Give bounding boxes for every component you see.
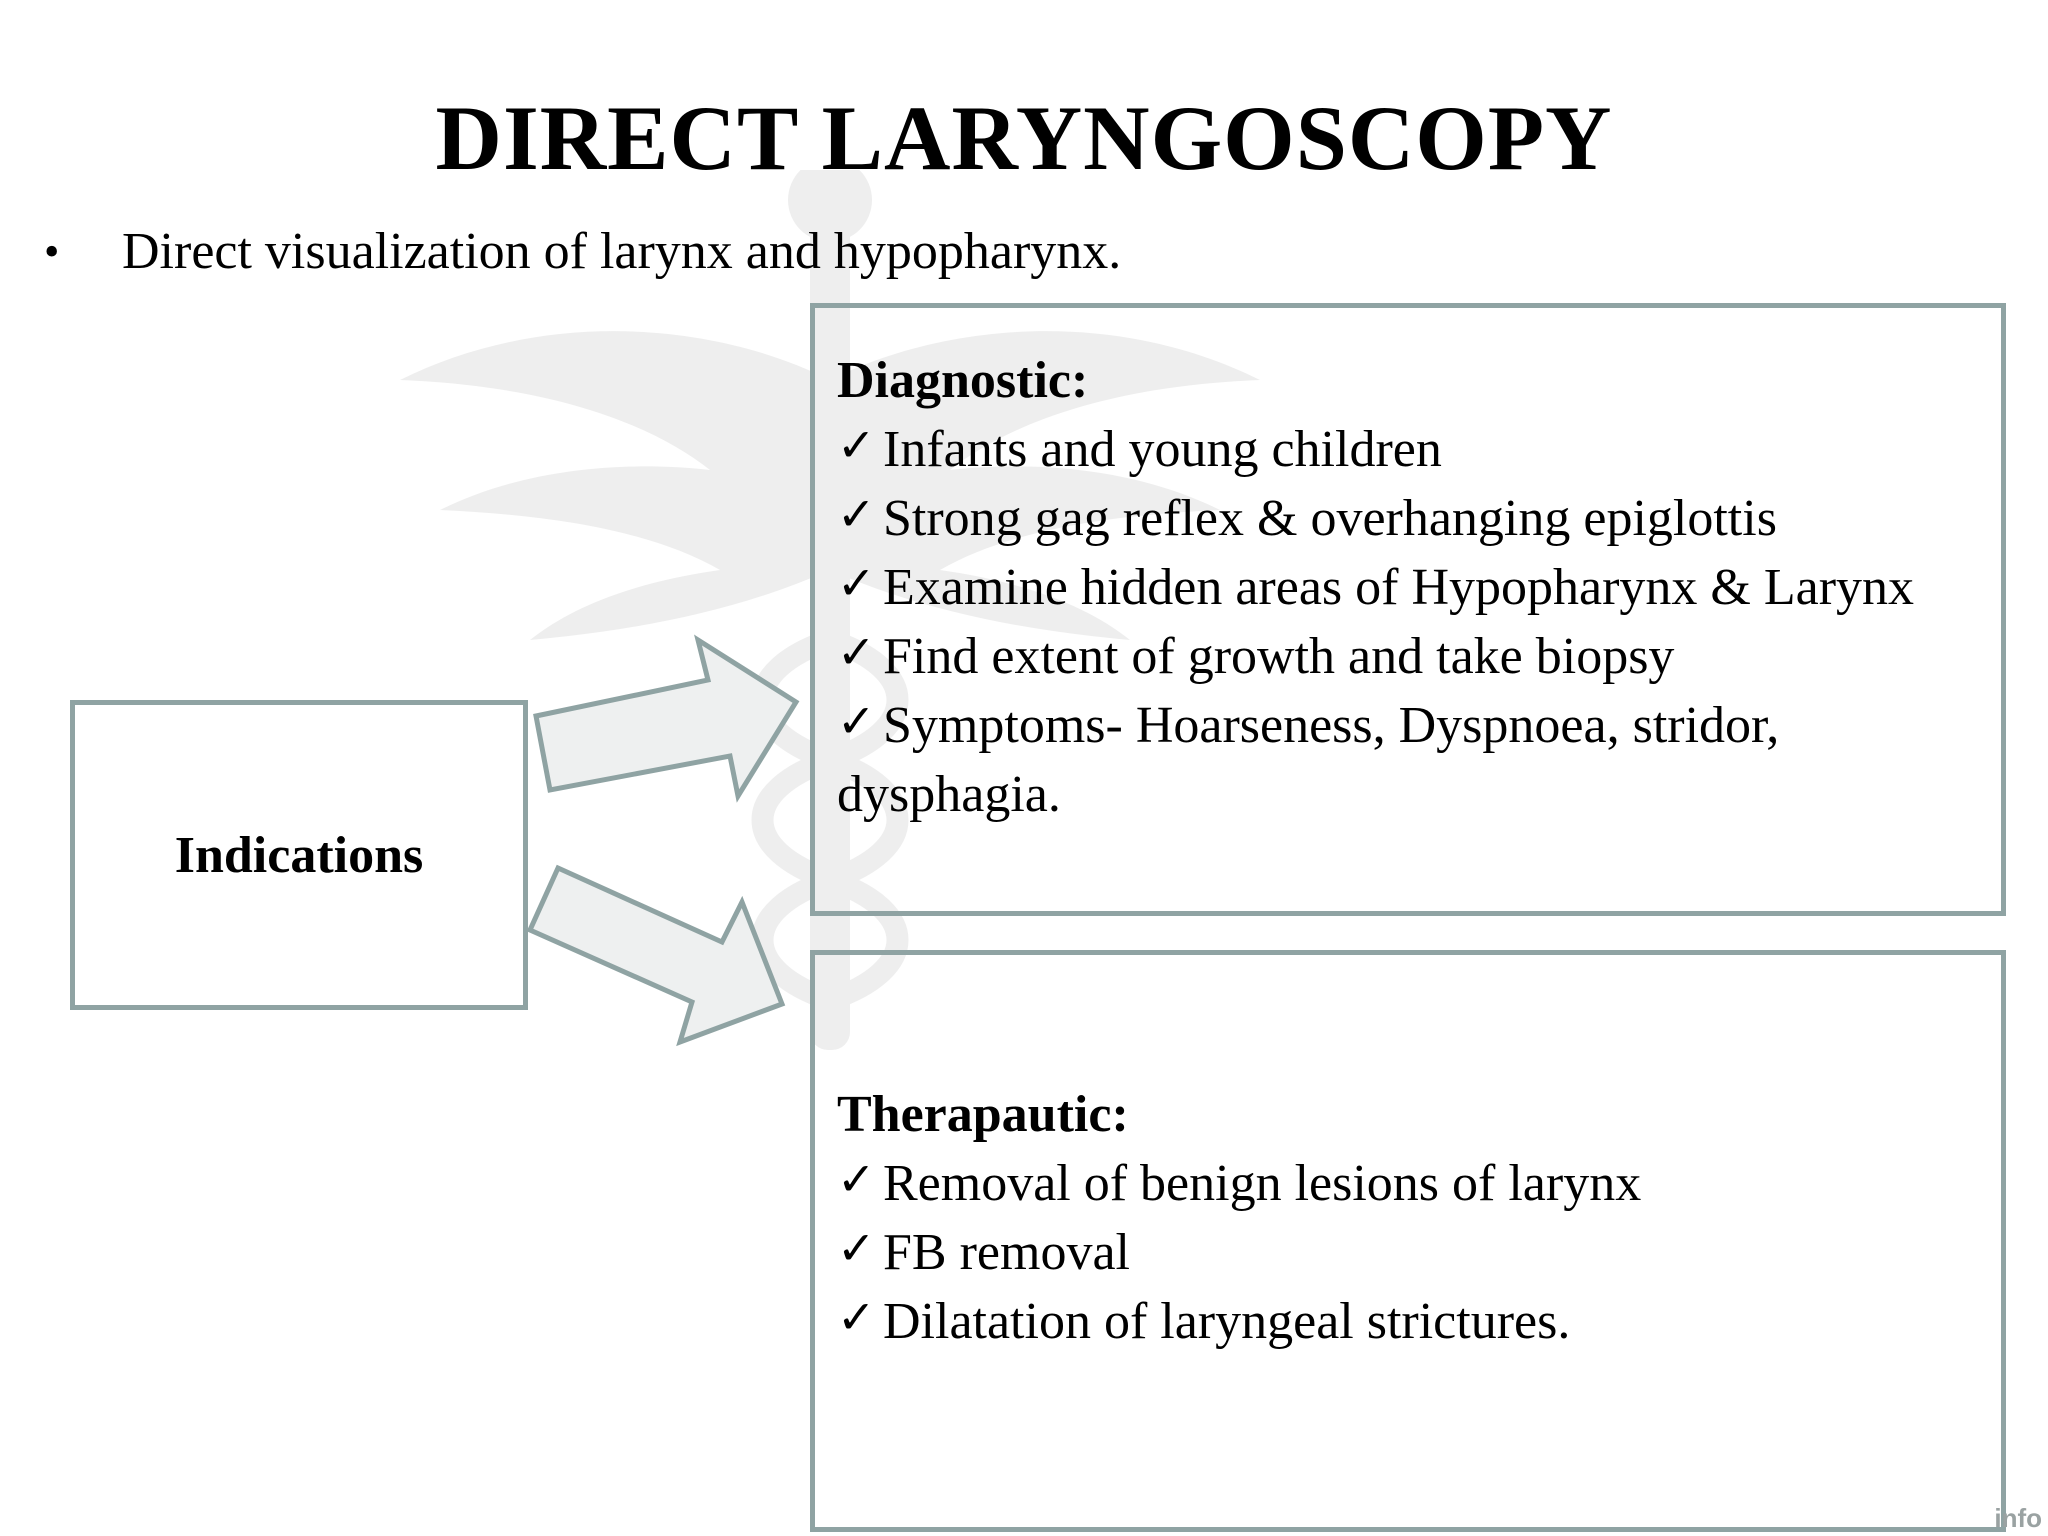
diagnostic-box [810,303,2006,916]
check-icon: ✓ [837,1152,876,1206]
therapeutic-heading: Therapautic: [837,1086,1129,1143]
arrows-group [520,630,810,1060]
diagnostic-item: ✓ Symptoms- Hoarseness, Dyspnoea, stridor, dysphagia. [837,691,1987,829]
bullet-icon: • [44,227,60,276]
therapeutic-box [810,950,2006,1532]
intro-bullet [44,222,1121,282]
check-icon: ✓ [837,625,876,679]
diagnostic-item: ✓ Strong gag reflex & overhanging epiglottis [837,484,1987,553]
check-icon: ✓ [837,1221,876,1275]
slide-title: DIRECT LARYNGOSCOPY [435,87,1613,189]
therapeutic-item: ✓ Dilatation of laryngeal strictures. [837,1287,1987,1356]
indications-box [70,700,528,1010]
intro-bullet-text: Direct visualization of larynx and hypopharynx. [122,223,1122,280]
indications-label: Indications [174,826,424,884]
right-arrow-icon [530,868,782,1042]
therapeutic-content [837,1080,1987,1356]
check-icon: ✓ [837,487,876,541]
therapeutic-item: ✓ FB removal [837,1218,1987,1287]
therapeutic-item: ✓ Removal of benign lesions of larynx [837,1149,1987,1218]
diagnostic-content [837,346,1987,829]
diagnostic-item: ✓ Find extent of growth and take biopsy [837,622,1987,691]
check-icon: ✓ [837,556,876,610]
diagnostic-item: ✓ Examine hidden areas of Hypopharynx & Larynx [837,553,1987,622]
right-arrow-icon [536,640,796,796]
check-icon: ✓ [837,418,876,472]
diagnostic-heading: Diagnostic: [837,352,1089,409]
check-icon: ✓ [837,694,876,748]
check-icon: ✓ [837,1290,876,1344]
diagnostic-item: ✓ Infants and young children [837,415,1987,484]
footer-watermark-text: info [1994,1503,2042,1533]
